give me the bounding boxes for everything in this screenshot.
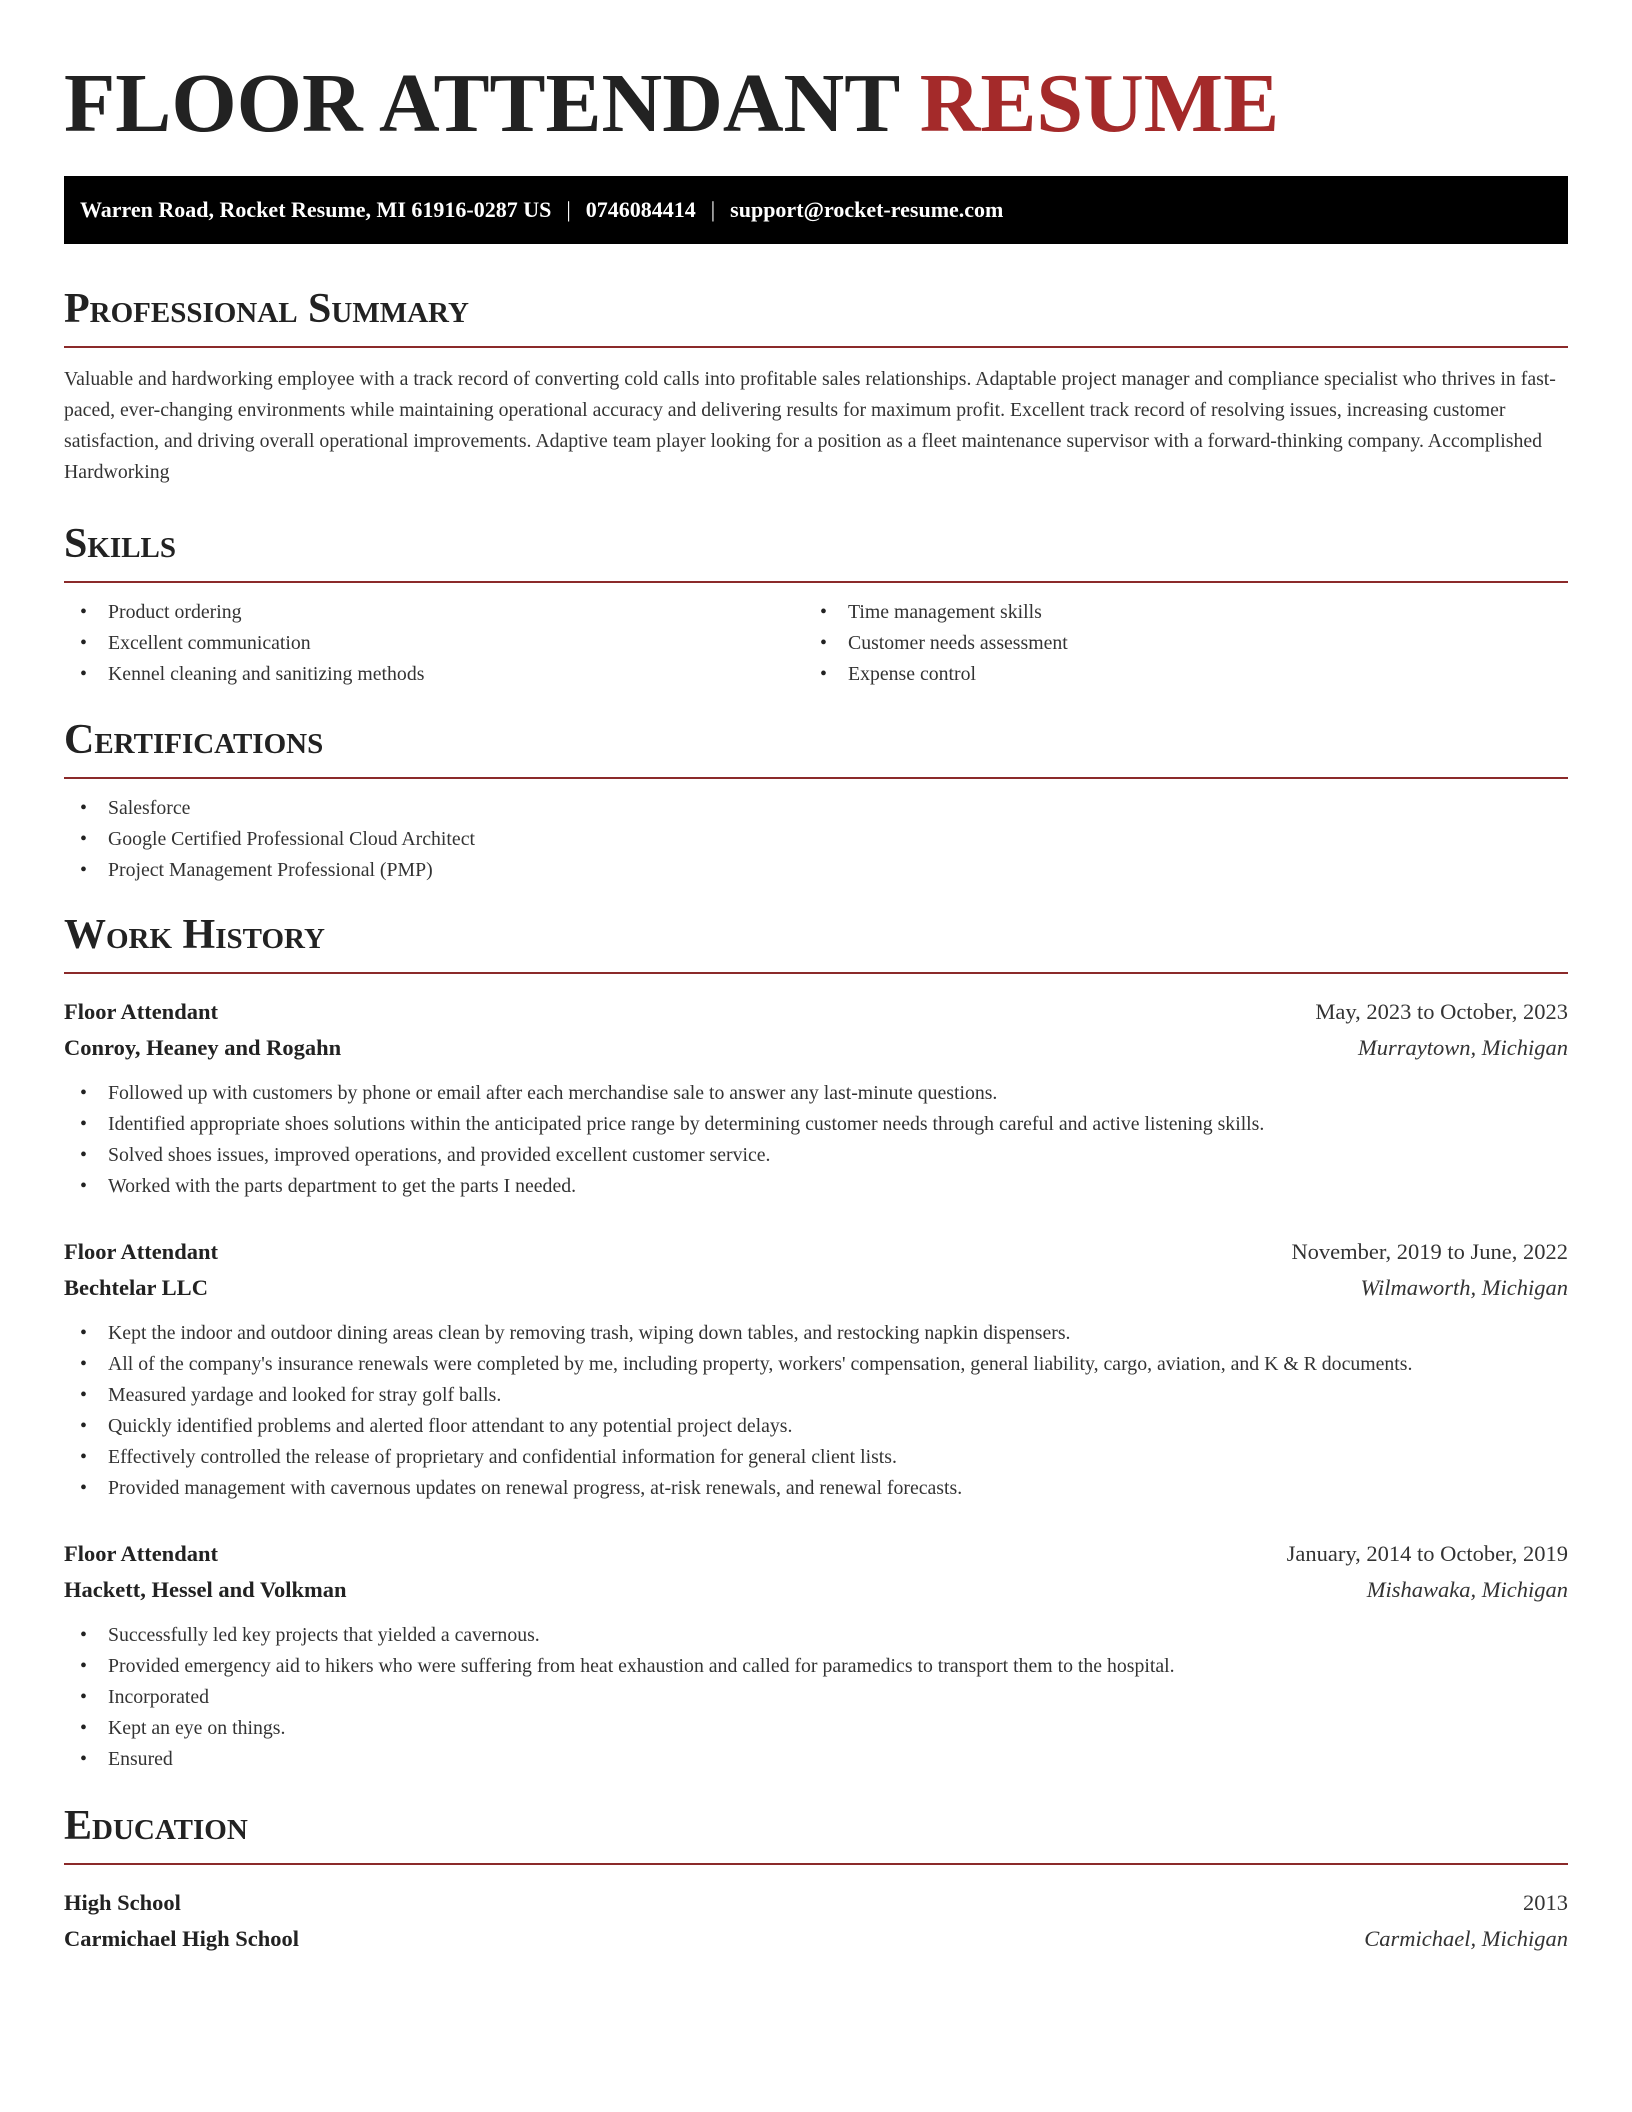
job-company: Conroy, Heaney and Rogahn [64,1035,342,1060]
job-duty: • Measured yardage and looked for stray golf balls. [64,1380,1568,1411]
title-accent: RESUME [919,57,1280,150]
job-duty: • Identified appropriate shoes solutions within the anticipated price range by determining customer needs through careful and active listening skills. [64,1109,1568,1140]
job-duty: • Effectively controlled the release of proprietary and confidential information for general client lists. [64,1442,1568,1473]
skill-item: • Customer needs assessment [804,628,1544,659]
job-company-row [64,1270,1568,1306]
title-main: FLOOR ATTENDANT [64,57,899,150]
skill-item: • Time management skills [804,597,1544,628]
resume-page [64,0,1568,1957]
contact-email: support@rocket-resume.com [730,197,1004,222]
skill-item: • Expense control [804,659,1544,690]
certification-item: • Project Management Professional (PMP) [64,855,1568,886]
job-dates: November, 2019 to June, 2022 [1291,1239,1568,1264]
job-title: Floor Attendant [64,999,218,1024]
summary-text: Valuable and hardworking employee with a track record of converting cold calls into profitable sales relationships. Adaptable project manager and compliance specialist who thrives in fast-paced, ever-changing environments while maintaining operational accuracy and delivering results for maximum profit. Excellent track record of resolving issues, increasing customer satisfaction, and driving overall operational improvements. Adaptive team player looking for a position as a fleet maintenance supervisor with a forward-thinking company. Accomplished Hardworking [64,368,1556,483]
job-entry [64,1234,1568,1504]
professional-summary-section [64,284,1568,488]
job-header-row [64,1234,1568,1270]
job-dates: January, 2014 to October, 2019 [1286,1541,1568,1566]
section-heading: Certifications [64,715,1568,779]
contact-phone: 0746084414 [585,197,696,222]
certifications-section [64,715,1568,886]
job-company: Bechtelar LLC [64,1275,208,1300]
education-year: 2013 [1523,1890,1568,1915]
job-duty: • Worked with the parts department to get the parts I needed. [64,1171,1568,1202]
job-duties-list [64,1318,1568,1504]
work-history-section [64,910,1568,1775]
job-entry [64,994,1568,1202]
section-heading: Work History [64,910,1568,974]
job-duty: • Solved shoes issues, improved operations, and provided excellent customer service. [64,1140,1568,1171]
job-dates: May, 2023 to October, 2023 [1315,999,1568,1024]
job-duty: • Ensured [64,1744,1568,1775]
certification-item: • Salesforce [64,793,1568,824]
skill-item: • Kennel cleaning and sanitizing methods [64,659,804,690]
certification-item: • Google Certified Professional Cloud Architect [64,824,1568,855]
section-heading: Professional Summary [64,284,1568,348]
education-school: Carmichael High School [64,1926,299,1951]
education-degree-row [64,1885,1568,1921]
contact-separator: | [566,197,571,222]
resume-title [64,58,1568,150]
job-company: Hackett, Hessel and Volkman [64,1577,347,1602]
section-heading: Skills [64,519,1568,583]
skills-section [64,519,1568,690]
job-title: Floor Attendant [64,1541,218,1566]
job-location: Wilmaworth, Michigan [1360,1275,1568,1300]
skills-list-right [804,597,1544,690]
contact-separator: | [710,197,716,222]
job-duty: • Provided emergency aid to hikers who were suffering from heat exhaustion and called for paramedics to transport them to the hospital. [64,1651,1568,1682]
education-degree: High School [64,1890,181,1915]
job-entry [64,1536,1568,1775]
contact-address: Warren Road, Rocket Resume, MI 61916-0287 US [80,197,552,222]
skills-columns [64,597,1568,690]
contact-bar [64,176,1568,244]
certifications-list [64,793,1568,886]
job-duty: • Followed up with customers by phone or email after each merchandise sale to answer any last-minute questions. [64,1078,1568,1109]
job-duty: • All of the company's insurance renewals were completed by me, including property, workers' compensation, general liability, cargo, aviation, and K & R documents. [64,1349,1568,1380]
skill-item: • Product ordering [64,597,804,628]
job-duty: • Kept the indoor and outdoor dining areas clean by removing trash, wiping down tables, and restocking napkin dispensers. [64,1318,1568,1349]
job-company-row [64,1572,1568,1608]
job-company-row [64,1030,1568,1066]
job-duty: • Incorporated [64,1682,1568,1713]
education-location: Carmichael, Michigan [1364,1926,1568,1951]
job-duty: • Successfully led key projects that yielded a cavernous. [64,1620,1568,1651]
education-entry [64,1885,1568,1957]
job-title: Floor Attendant [64,1239,218,1264]
job-location: Mishawaka, Michigan [1366,1577,1568,1602]
job-header-row [64,994,1568,1030]
job-duties-list [64,1078,1568,1202]
job-duty: • Provided management with cavernous updates on renewal progress, at-risk renewals, and renewal forecasts. [64,1473,1568,1504]
section-heading: Education [64,1801,1568,1865]
education-section [64,1801,1568,1957]
job-header-row [64,1536,1568,1572]
education-school-row [64,1921,1568,1957]
job-duty: • Kept an eye on things. [64,1713,1568,1744]
job-duty: • Quickly identified problems and alerted floor attendant to any potential project delays. [64,1411,1568,1442]
skill-item: • Excellent communication [64,628,804,659]
job-location: Murraytown, Michigan [1358,1035,1568,1060]
skills-list-left [64,597,804,690]
job-duties-list [64,1620,1568,1775]
